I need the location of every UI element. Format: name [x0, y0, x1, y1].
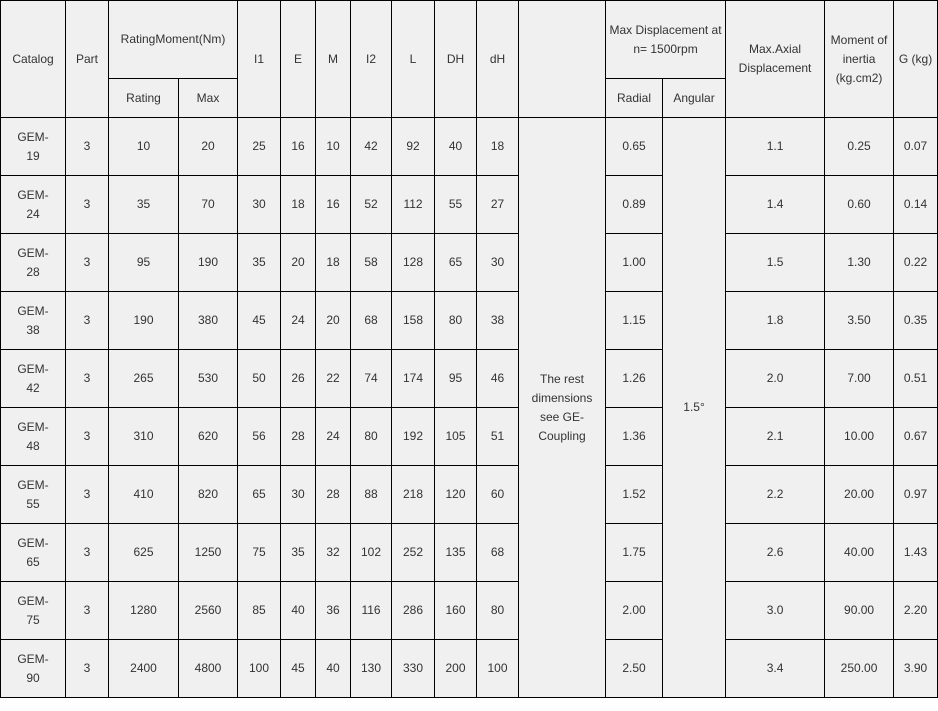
cell-rating: 95	[109, 234, 179, 292]
cell-dh-upper: 55	[435, 176, 477, 234]
cell-max: 620	[179, 408, 238, 466]
cell-e: 20	[281, 234, 316, 292]
cell-inertia: 7.00	[825, 350, 894, 408]
cell-inertia: 90.00	[825, 582, 894, 640]
cell-l1: 50	[238, 350, 281, 408]
cell-m: 24	[316, 408, 351, 466]
cell-dh-lower: 68	[477, 524, 519, 582]
cell-e: 16	[281, 118, 316, 176]
cell-l2: 102	[351, 524, 392, 582]
cell-inertia: 3.50	[825, 292, 894, 350]
cell-rating: 190	[109, 292, 179, 350]
cell-l: 158	[392, 292, 435, 350]
table-row	[1, 582, 938, 640]
cell-axial: 2.6	[726, 524, 825, 582]
header-dh-upper: DH	[435, 1, 477, 118]
cell-m: 28	[316, 466, 351, 524]
cell-m: 20	[316, 292, 351, 350]
cell-rating: 310	[109, 408, 179, 466]
cell-radial: 1.15	[606, 292, 663, 350]
cell-max: 530	[179, 350, 238, 408]
cell-rating: 265	[109, 350, 179, 408]
cell-e: 28	[281, 408, 316, 466]
cell-g: 0.14	[894, 176, 938, 234]
table-row	[1, 350, 938, 408]
header-rating: Rating	[109, 79, 179, 118]
cell-l: 128	[392, 234, 435, 292]
cell-max: 380	[179, 292, 238, 350]
cell-l2: 80	[351, 408, 392, 466]
cell-dh-lower: 27	[477, 176, 519, 234]
cell-l: 112	[392, 176, 435, 234]
cell-inertia: 0.60	[825, 176, 894, 234]
cell-catalog: GEM- 28	[1, 234, 66, 292]
cell-e: 35	[281, 524, 316, 582]
cell-l1: 75	[238, 524, 281, 582]
table-row	[1, 234, 938, 292]
cell-inertia: 0.25	[825, 118, 894, 176]
cell-g: 0.51	[894, 350, 938, 408]
cell-angular-value: 1.5°	[663, 118, 726, 698]
table-row	[1, 524, 938, 582]
cell-inertia: 20.00	[825, 466, 894, 524]
cell-l1: 100	[238, 640, 281, 698]
header-max-axial: Max.Axial Displacement	[726, 1, 825, 118]
cell-axial: 1.4	[726, 176, 825, 234]
cell-rating: 10	[109, 118, 179, 176]
cell-part: 3	[66, 582, 109, 640]
header-angular: Angular	[663, 79, 726, 118]
cell-radial: 0.89	[606, 176, 663, 234]
header-radial: Radial	[606, 79, 663, 118]
cell-dh-lower: 30	[477, 234, 519, 292]
cell-radial: 1.75	[606, 524, 663, 582]
cell-part: 3	[66, 350, 109, 408]
cell-axial: 2.2	[726, 466, 825, 524]
cell-radial: 1.26	[606, 350, 663, 408]
cell-note: The rest dimensions see GE-Coupling	[519, 118, 606, 698]
cell-catalog: GEM- 19	[1, 118, 66, 176]
header-e: E	[281, 1, 316, 118]
header-blank	[519, 1, 606, 118]
cell-l: 252	[392, 524, 435, 582]
cell-dh-lower: 60	[477, 466, 519, 524]
cell-axial: 2.1	[726, 408, 825, 466]
cell-catalog: GEM- 75	[1, 582, 66, 640]
cell-e: 26	[281, 350, 316, 408]
header-l1: I1	[238, 1, 281, 118]
cell-rating: 410	[109, 466, 179, 524]
header-max-displacement: Max Displacement at n= 1500rpm	[606, 1, 726, 79]
cell-axial: 3.0	[726, 582, 825, 640]
cell-g: 0.07	[894, 118, 938, 176]
cell-e: 45	[281, 640, 316, 698]
cell-dh-upper: 80	[435, 292, 477, 350]
cell-catalog: GEM- 90	[1, 640, 66, 698]
cell-part: 3	[66, 118, 109, 176]
cell-l: 286	[392, 582, 435, 640]
cell-l1: 30	[238, 176, 281, 234]
cell-inertia: 40.00	[825, 524, 894, 582]
cell-radial: 1.00	[606, 234, 663, 292]
cell-l2: 52	[351, 176, 392, 234]
table-row	[1, 118, 938, 176]
cell-max: 820	[179, 466, 238, 524]
cell-dh-lower: 46	[477, 350, 519, 408]
table-body	[1, 118, 938, 698]
cell-l: 218	[392, 466, 435, 524]
cell-dh-lower: 100	[477, 640, 519, 698]
cell-l2: 42	[351, 118, 392, 176]
cell-g: 0.97	[894, 466, 938, 524]
cell-part: 3	[66, 176, 109, 234]
cell-l: 330	[392, 640, 435, 698]
cell-g: 2.20	[894, 582, 938, 640]
cell-dh-lower: 38	[477, 292, 519, 350]
cell-catalog: GEM- 48	[1, 408, 66, 466]
cell-m: 22	[316, 350, 351, 408]
cell-dh-upper: 40	[435, 118, 477, 176]
cell-e: 18	[281, 176, 316, 234]
cell-axial: 3.4	[726, 640, 825, 698]
cell-dh-upper: 200	[435, 640, 477, 698]
cell-part: 3	[66, 408, 109, 466]
cell-m: 10	[316, 118, 351, 176]
cell-part: 3	[66, 524, 109, 582]
cell-g: 0.22	[894, 234, 938, 292]
cell-part: 3	[66, 640, 109, 698]
cell-catalog: GEM- 55	[1, 466, 66, 524]
cell-e: 24	[281, 292, 316, 350]
cell-l1: 35	[238, 234, 281, 292]
cell-dh-upper: 120	[435, 466, 477, 524]
cell-max: 1250	[179, 524, 238, 582]
cell-part: 3	[66, 292, 109, 350]
cell-m: 40	[316, 640, 351, 698]
cell-catalog: GEM- 38	[1, 292, 66, 350]
cell-dh-lower: 80	[477, 582, 519, 640]
header-max: Max	[179, 79, 238, 118]
table-row	[1, 466, 938, 524]
cell-inertia: 10.00	[825, 408, 894, 466]
cell-catalog: GEM- 42	[1, 350, 66, 408]
cell-radial: 2.00	[606, 582, 663, 640]
header-m: M	[316, 1, 351, 118]
cell-max: 2560	[179, 582, 238, 640]
header-l: L	[392, 1, 435, 118]
header-l2: I2	[351, 1, 392, 118]
cell-dh-lower: 51	[477, 408, 519, 466]
cell-g: 0.35	[894, 292, 938, 350]
cell-inertia: 250.00	[825, 640, 894, 698]
cell-l2: 130	[351, 640, 392, 698]
cell-radial: 2.50	[606, 640, 663, 698]
table-row	[1, 176, 938, 234]
cell-axial: 1.5	[726, 234, 825, 292]
cell-l1: 25	[238, 118, 281, 176]
header-dh-lower: dH	[477, 1, 519, 118]
cell-dh-upper: 160	[435, 582, 477, 640]
cell-m: 16	[316, 176, 351, 234]
cell-catalog: GEM- 65	[1, 524, 66, 582]
cell-l1: 65	[238, 466, 281, 524]
cell-max: 20	[179, 118, 238, 176]
table-row	[1, 640, 938, 698]
cell-max: 4800	[179, 640, 238, 698]
cell-dh-upper: 95	[435, 350, 477, 408]
cell-rating: 1280	[109, 582, 179, 640]
cell-l2: 116	[351, 582, 392, 640]
cell-l2: 88	[351, 466, 392, 524]
cell-dh-lower: 18	[477, 118, 519, 176]
cell-max: 70	[179, 176, 238, 234]
header-rating-moment: RatingMoment(Nm)	[109, 1, 238, 79]
header-part: Part	[66, 1, 109, 118]
cell-dh-upper: 65	[435, 234, 477, 292]
cell-g: 0.67	[894, 408, 938, 466]
cell-l: 174	[392, 350, 435, 408]
cell-rating: 625	[109, 524, 179, 582]
header-weight: G (kg)	[894, 1, 938, 118]
cell-dh-upper: 105	[435, 408, 477, 466]
cell-part: 3	[66, 466, 109, 524]
cell-m: 18	[316, 234, 351, 292]
cell-max: 190	[179, 234, 238, 292]
cell-part: 3	[66, 234, 109, 292]
cell-e: 30	[281, 466, 316, 524]
header-moment-inertia: Moment of inertia (kg.cm2)	[825, 1, 894, 118]
cell-catalog: GEM- 24	[1, 176, 66, 234]
cell-m: 32	[316, 524, 351, 582]
table-row	[1, 408, 938, 466]
table-row	[1, 292, 938, 350]
cell-axial: 1.8	[726, 292, 825, 350]
cell-l2: 58	[351, 234, 392, 292]
cell-dh-upper: 135	[435, 524, 477, 582]
cell-inertia: 1.30	[825, 234, 894, 292]
cell-l1: 45	[238, 292, 281, 350]
cell-m: 36	[316, 582, 351, 640]
cell-l1: 85	[238, 582, 281, 640]
cell-g: 1.43	[894, 524, 938, 582]
cell-e: 40	[281, 582, 316, 640]
cell-axial: 2.0	[726, 350, 825, 408]
cell-radial: 1.36	[606, 408, 663, 466]
cell-rating: 2400	[109, 640, 179, 698]
cell-l: 92	[392, 118, 435, 176]
cell-l1: 56	[238, 408, 281, 466]
cell-g: 3.90	[894, 640, 938, 698]
cell-l2: 68	[351, 292, 392, 350]
header-catalog: Catalog	[1, 1, 66, 118]
cell-radial: 1.52	[606, 466, 663, 524]
cell-l2: 74	[351, 350, 392, 408]
cell-radial: 0.65	[606, 118, 663, 176]
cell-rating: 35	[109, 176, 179, 234]
cell-axial: 1.1	[726, 118, 825, 176]
cell-l: 192	[392, 408, 435, 466]
